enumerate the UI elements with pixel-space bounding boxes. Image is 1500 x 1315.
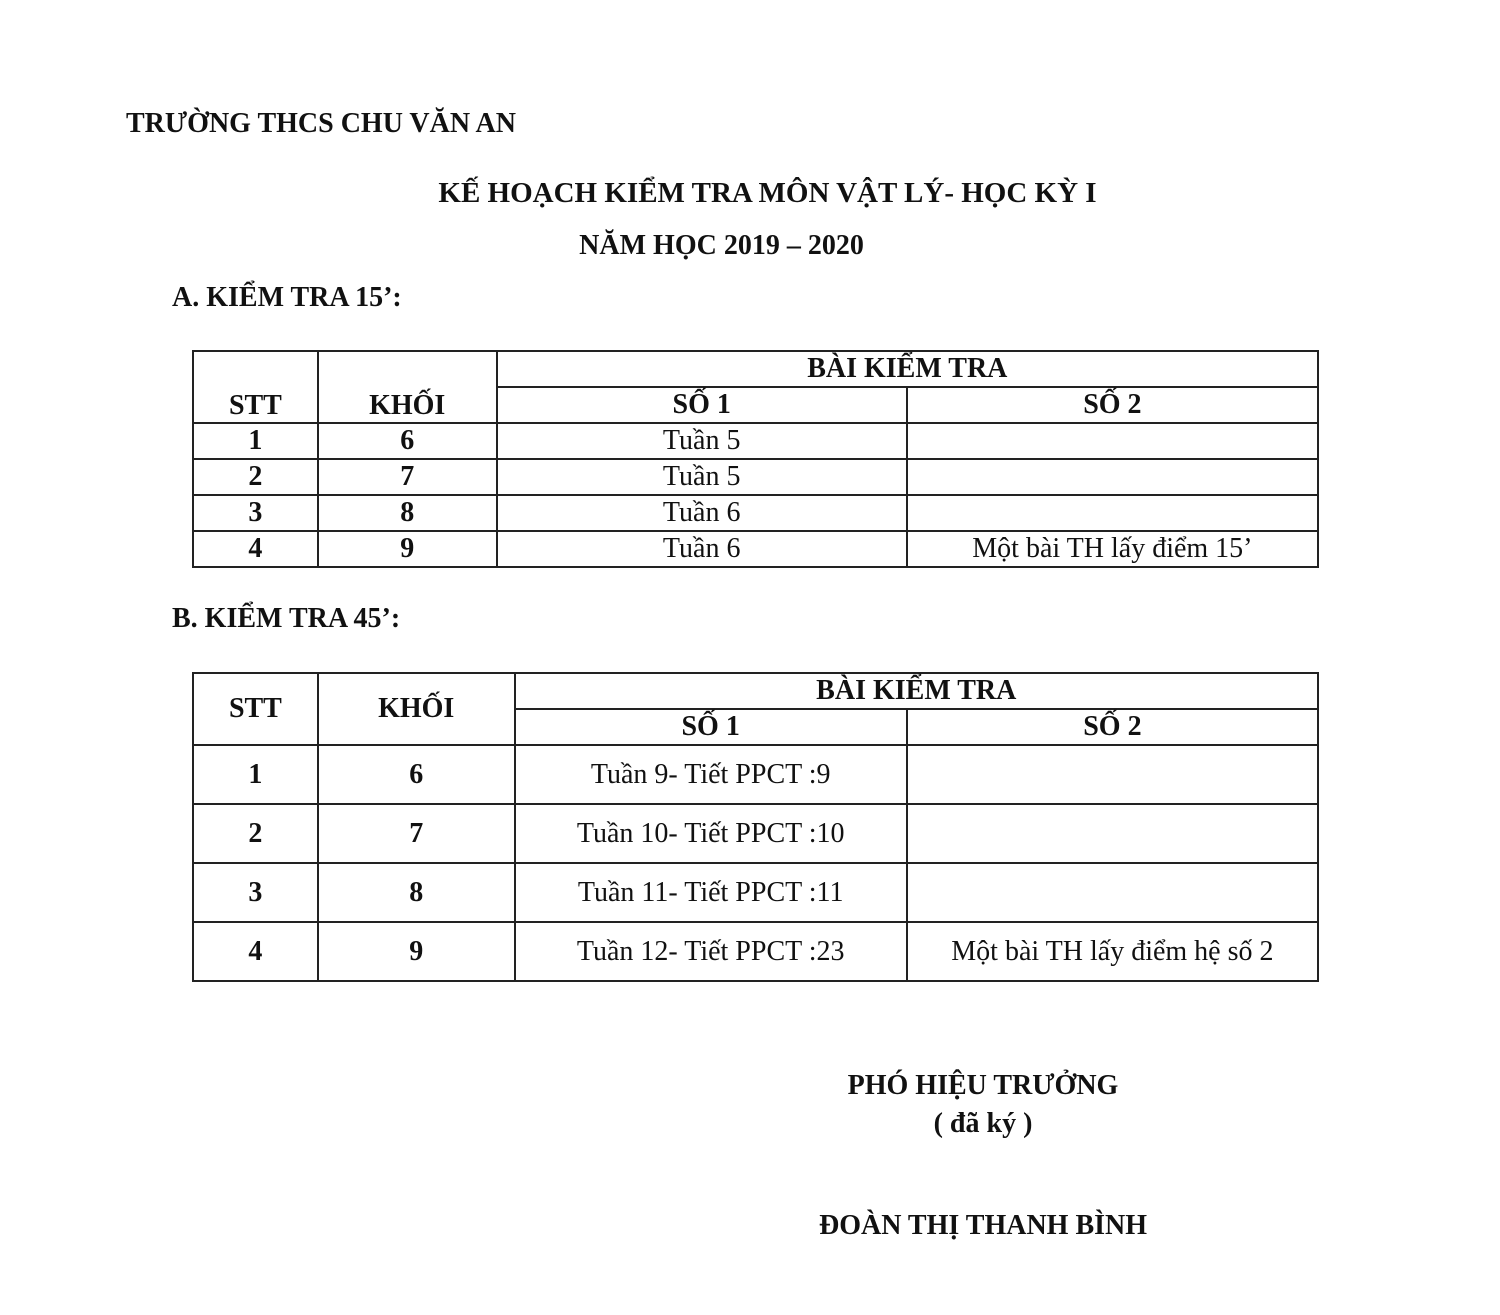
cell-so-1: Tuần 9- Tiết PPCT :9 <box>515 745 907 804</box>
cell-so-1: Tuần 6 <box>497 531 907 567</box>
cell-so-2 <box>907 804 1318 863</box>
table-row <box>193 423 1318 459</box>
cell-so-2 <box>907 745 1318 804</box>
section-a-heading: A. KIỂM TRA 15’: <box>172 282 402 313</box>
cell-so-1: Tuần 5 <box>497 423 907 459</box>
cell-so-2 <box>907 423 1318 459</box>
cell-khoi: 6 <box>318 423 497 459</box>
cell-so-1: Tuần 12- Tiết PPCT :23 <box>515 922 907 981</box>
cell-so-2 <box>907 459 1318 495</box>
cell-stt: 2 <box>193 459 318 495</box>
header-bai-kiem-tra: BÀI KIỂM TRA <box>497 351 1318 387</box>
cell-khoi: 8 <box>318 495 497 531</box>
table-15-minute-tests <box>192 350 1319 568</box>
table-row <box>193 922 1318 981</box>
header-stt: STT <box>193 673 318 745</box>
cell-stt: 3 <box>193 495 318 531</box>
cell-so-1: Tuần 5 <box>497 459 907 495</box>
signature-name: ĐOÀN THỊ THANH BÌNH <box>818 1210 1148 1241</box>
signature-title: PHÓ HIỆU TRƯỞNG <box>847 1070 1119 1101</box>
cell-stt: 1 <box>193 745 318 804</box>
cell-khoi: 9 <box>318 531 497 567</box>
table-row <box>193 863 1318 922</box>
table-row <box>193 531 1318 567</box>
cell-so-2 <box>907 863 1318 922</box>
signature-note: ( đã ký ) <box>933 1108 1033 1139</box>
header-so-1: SỐ 1 <box>497 387 907 423</box>
section-b-heading: B. KIỂM TRA 45’: <box>172 603 401 634</box>
cell-so-2: Một bài TH lấy điểm hệ số 2 <box>907 922 1318 981</box>
school-name: TRƯỜNG THCS CHU VĂN AN <box>126 108 516 139</box>
table-45-minute-tests <box>192 672 1319 982</box>
cell-stt: 1 <box>193 423 318 459</box>
header-so-1: SỐ 1 <box>515 709 907 745</box>
cell-stt: 4 <box>193 922 318 981</box>
cell-khoi: 7 <box>318 459 497 495</box>
cell-so-1: Tuần 10- Tiết PPCT :10 <box>515 804 907 863</box>
header-khoi: KHỐI <box>318 351 497 423</box>
cell-khoi: 7 <box>318 804 515 863</box>
header-so-2: SỐ 2 <box>907 709 1318 745</box>
document-title: KẾ HOẠCH KIỂM TRA MÔN VẬT LÝ- HỌC KỲ I <box>438 177 1097 209</box>
cell-so-2: Một bài TH lấy điểm 15’ <box>907 531 1318 567</box>
cell-so-1: Tuần 6 <box>497 495 907 531</box>
table-row <box>193 745 1318 804</box>
header-khoi: KHỐI <box>318 673 515 745</box>
header-so-2: SỐ 2 <box>907 387 1318 423</box>
table-row <box>193 495 1318 531</box>
cell-so-1: Tuần 11- Tiết PPCT :11 <box>515 863 907 922</box>
cell-khoi: 6 <box>318 745 515 804</box>
table-row <box>193 459 1318 495</box>
cell-stt: 3 <box>193 863 318 922</box>
table-row <box>193 804 1318 863</box>
cell-khoi: 9 <box>318 922 515 981</box>
header-stt: STT <box>193 351 318 423</box>
school-year: NĂM HỌC 2019 – 2020 <box>579 230 864 261</box>
cell-so-2 <box>907 495 1318 531</box>
cell-stt: 4 <box>193 531 318 567</box>
cell-stt: 2 <box>193 804 318 863</box>
header-bai-kiem-tra: BÀI KIỂM TRA <box>515 673 1318 709</box>
cell-khoi: 8 <box>318 863 515 922</box>
